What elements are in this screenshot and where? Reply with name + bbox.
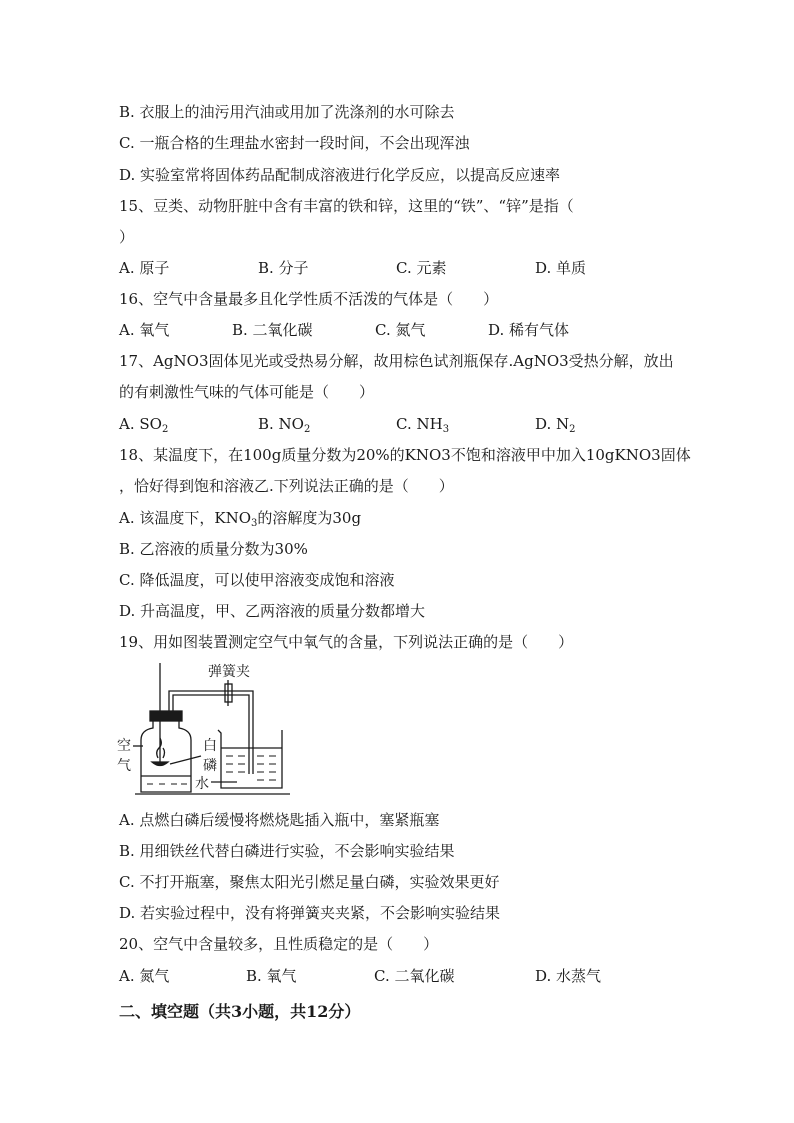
stopper: [150, 711, 182, 721]
q19-option-d: D. 若实验过程中，没有将弹簧夹夹紧，不会影响实验结果: [119, 904, 501, 922]
q15-option-b: B. 分子: [258, 259, 309, 277]
gas-bottle: [141, 721, 191, 792]
q17-option-b: B. $NO_2$: [258, 415, 311, 435]
q18-option-d: D. 升高温度，甲、乙两溶液的质量分数都增大: [119, 602, 426, 620]
phosphorus-label-2: 磷: [203, 758, 217, 774]
smoke-wisp-icon-2: [163, 748, 165, 758]
q16-option-b: B. 二氧化碳: [232, 321, 313, 339]
q15-option-a: A. 原子: [119, 259, 170, 277]
q16-option-c: C. 氮气: [375, 321, 426, 339]
q20-option-b: B. 氧气: [246, 967, 297, 985]
q18-option-b: B. 乙溶液的质量分数为30%: [119, 540, 308, 558]
q20-option-a: A. 氮气: [119, 967, 170, 985]
section-2-heading: 二、填空题（共3小题，共12分）: [119, 1002, 361, 1021]
q16-option-a: A. 氧气: [119, 321, 170, 339]
q18-stem-line2: ，恰好得到饱和溶液乙.下列说法正确的是（ ）: [119, 477, 454, 495]
q19-option-b: B. 用细铁丝代替白磷进行实验，不会影响实验结果: [119, 842, 455, 860]
air-label-2: 气: [117, 758, 131, 774]
beaker: [218, 730, 282, 788]
q17-option-a: A. $SO_2$: [119, 415, 169, 435]
clamp-label: 弹簧夹: [208, 664, 250, 680]
combustion-spoon: [152, 762, 168, 766]
phosphorus-leader: [170, 756, 201, 764]
q18-option-c: C. 降低温度，可以使甲溶液变成饱和溶液: [119, 571, 395, 589]
q15-stem: 15、豆类、动物肝脏中含有丰富的铁和锌，这里的“铁”、“锌”是指（: [119, 197, 574, 215]
q20-option-d: D. 水蒸气: [535, 967, 602, 985]
q20-option-c: C. 二氧化碳: [374, 967, 455, 985]
q20-stem: 20、空气中含量较多，且性质稳定的是（ ）: [119, 935, 439, 953]
q17-stem-line1: 17、AgNO3固体见光或受热易分解，故用棕色试剂瓶保存.AgNO3受热分解，放出: [119, 352, 674, 370]
q18-option-a: A. 该温度下，$KNO_3$的溶解度为30g: [119, 509, 362, 529]
phosphorus-label-1: 白: [203, 738, 217, 754]
q19-option-a: A. 点燃白磷后缓慢将燃烧匙插入瓶中，塞紧瓶塞: [119, 811, 440, 829]
oxygen-apparatus-figure: [115, 658, 295, 798]
air-label-1: 空: [117, 738, 131, 754]
water-label: 水: [195, 776, 209, 792]
q16-stem: 16、空气中含量最多且化学性质不活泼的气体是（ ）: [119, 290, 499, 308]
q15-stem-cont: ）: [119, 228, 135, 246]
q17-option-c: C. $NH_3$: [396, 415, 450, 435]
q16-option-d: D. 稀有气体: [488, 321, 570, 339]
q15-option-c: C. 元素: [396, 259, 447, 277]
q19-option-c: C. 不打开瓶塞，聚焦太阳光引燃足量白磷，实验效果更好: [119, 873, 500, 891]
q17-stem-line2: 的有刺激性气味的气体可能是（ ）: [119, 383, 375, 401]
q19-stem: 19、用如图装置测定空气中氧气的含量，下列说法正确的是（ ）: [119, 633, 574, 651]
q14-option-b: B. 衣服上的油污用汽油或用加了洗涤剂的水可除去: [119, 103, 455, 121]
q18-stem-line1: 18、某温度下，在100g质量分数为20%的KNO3不饱和溶液甲中加入10gKNO3固体: [119, 446, 691, 464]
q17-option-d: D. $N_2$: [535, 415, 576, 435]
q14-option-c: C. 一瓶合格的生理盐水密封一段时间，不会出现浑浊: [119, 134, 470, 152]
q14-option-d: D. 实验室常将固体药品配制成溶液进行化学反应，以提高反应速率: [119, 166, 561, 184]
q15-option-d: D. 单质: [535, 259, 587, 277]
